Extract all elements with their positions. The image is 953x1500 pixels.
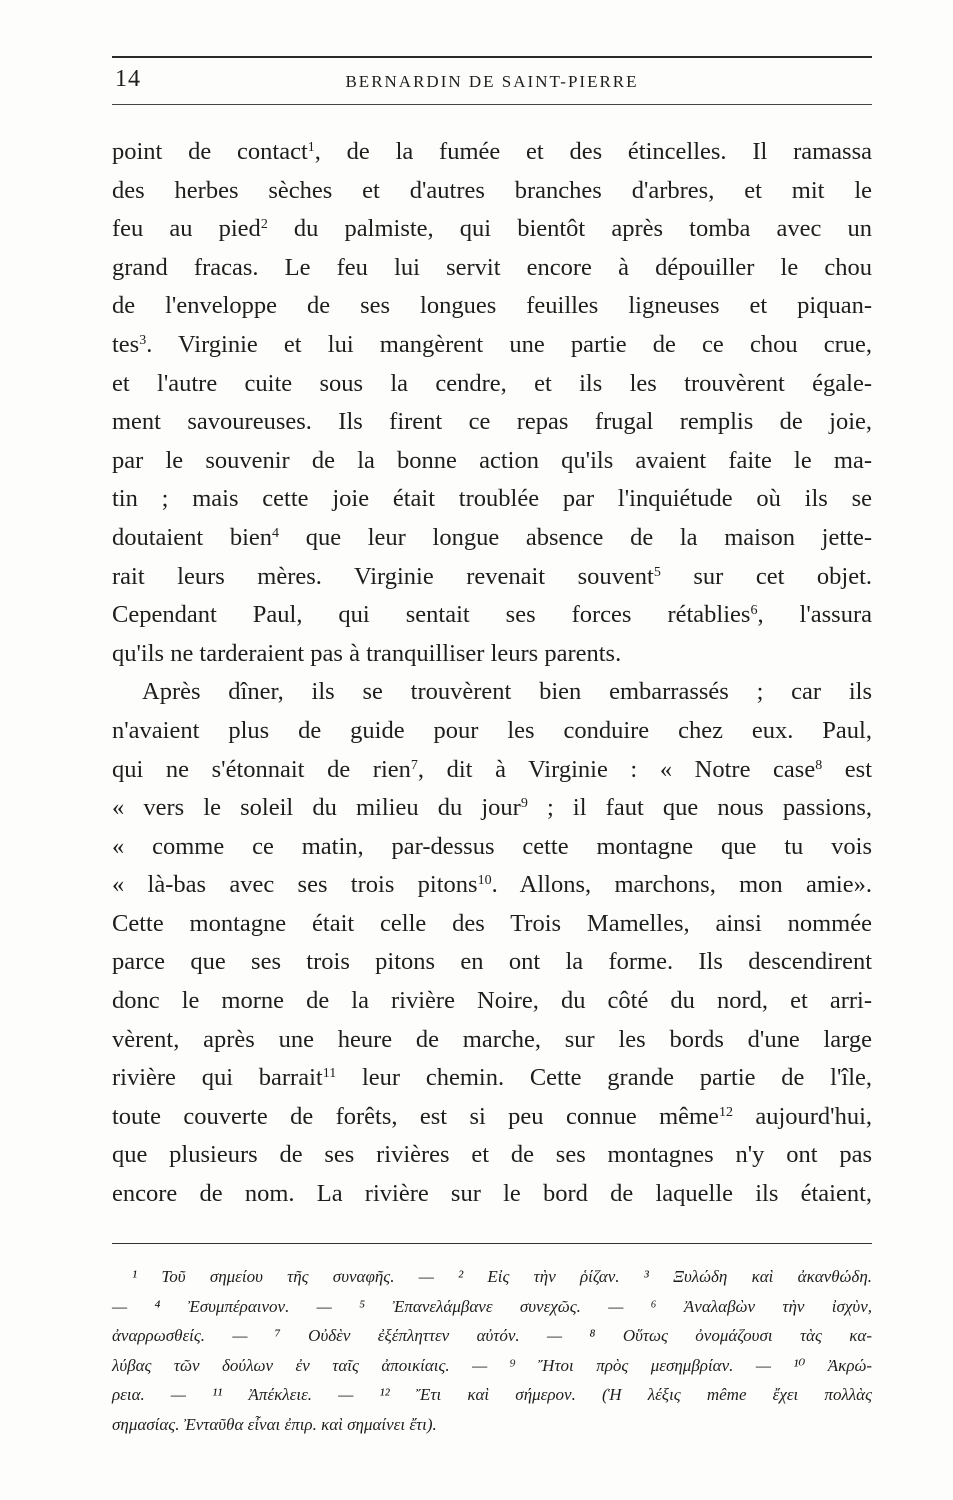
header-rule [112,104,872,105]
footnote-line: — ⁴ Ἐσυμπέραινον. — ⁵ Ἐπανελάμβανε συνεχῶς. — ⁶ Ἀναλαβὼν τὴν ἰσχὺν, [112,1296,872,1316]
text-line: n'avaient plus de guide pour les conduire chez eux. Paul, [112,716,872,744]
text-line: parce que ses trois pitons en ont la forme. Ils descendirent [112,948,872,976]
text-line: par le souvenir de la bonne action qu'ils avaient faite le ma- [112,446,872,474]
footnote-ref: 8 [815,757,823,773]
text-line: vèrent, après une heure de marche, sur les bords d'une large [112,1025,872,1053]
footnote-ref: 3 [139,332,147,348]
text-line: tin ; mais cette joie était troublée par l'inquiétude où ils se [112,485,872,513]
footnote-ref: 11 [322,1066,337,1082]
text-line: Après dîner, ils se trouvèrent bien embarrassés ; car ils [142,678,872,706]
footnote-line: ¹ Τοῦ σημείου τῆς συναφῆς. — ² Εἰς τὴν ῥίζαν. ³ Ξυλώδη καὶ ἀκανθώδη. [132,1267,872,1286]
text-line: qui ne s'étonnait de rien$^7$, dit à Virginie : « Notre case$^8$ est [112,755,873,783]
text-line: rait leurs mères. Virginie revenait souvent$^5$ sur cet objet. [112,562,873,590]
text-line: ment savoureuses. Ils firent ce repas frugal remplis de joie, [112,408,872,436]
footnote-ref: 4 [272,525,280,541]
text-line: « vers le soleil du milieu du jour$^9$ ; il faut que nous passions, [112,794,872,822]
footnote-ref: 5 [653,564,661,580]
main-text [112,133,872,1214]
footnote-rule [112,1243,872,1244]
top-rule [112,56,872,58]
text-line: rivière qui barrait$^{11}$ leur chemin. Cette grande partie de l'île, [112,1064,873,1092]
footnote-ref: 12 [718,1104,733,1120]
text-line: Cependant Paul, qui sentait ses forces rétablies$^6$, l'assura [112,601,872,629]
text-line: tes$^3$. Virginie et lui mangèrent une partie de ce chou crue, [112,330,872,358]
text-line: « là-bas avec ses trois pitons$^{10}$. Allons, marchons, mon amie». [112,871,872,899]
text-line: Cette montagne était celle des Trois Mamelles, ainsi nommée [112,909,872,937]
text-line: encore de nom. La rivière sur le bord de laquelle ils étaient, [112,1180,872,1208]
text-line: feu au pied$^2$ du palmiste, qui bientôt après tomba avec un [112,215,872,243]
footnote-line: ἀναρρωσθείς. — ⁷ Οὐδὲν ἐξέπληττεν αὐτόν. — ⁸ Οὕτως ὀνομάζουσι τὰς κα- [112,1326,872,1345]
footnotes [112,1262,872,1439]
footnote-line: ρεια. — ¹¹ Ἀπέκλειε. — ¹² Ἔτι καὶ σήμερον. (Ἡ λέξις même ἔχει πολλὰς [112,1385,872,1404]
footnote-ref: 2 [260,217,268,233]
footnote-line: λύβας τῶν δούλων ἐν ταῖς ἀποικίαις. — ⁹ Ἤτοι πρὸς μεσημβρίαν. — ¹⁰ Ἀκρώ- [112,1355,872,1375]
text-line: « comme ce matin, par-dessus cette montagne que tu vois [112,832,872,860]
page-number: 14 [115,66,141,92]
footnote-line: σημασίας. Ἐνταῦθα εἶναι ἐπιρ. καὶ σημαίνει ἔτι). [112,1414,437,1434]
running-title: BERNARDIN DE SAINT-PIERRE [345,72,639,91]
text-line: et l'autre cuite sous la cendre, et ils les trouvèrent égale- [112,369,872,397]
page-header [112,66,872,98]
footnote-ref: 1 [307,140,315,155]
text-line: doutaient bien$^4$ que leur longue absence de la maison jette- [112,523,872,551]
text-line: toute couverte de forêts, est si peu connue même$^{12}$ aujourd'hui, [112,1102,873,1130]
text-line: de l'enveloppe de ses longues feuilles ligneuses et piquan- [112,292,872,320]
text-line: point de contact$^1$, de la fumée et des étincelles. Il ramassa [112,138,872,165]
footnote-ref: 9 [520,796,528,812]
footnote-ref: 6 [750,603,758,619]
text-line: grand fracas. Le feu lui servit encore à dépouiller le chou [112,253,872,281]
text-line: des herbes sèches et d'autres branches d'arbres, et mit le [112,176,872,204]
footnote-ref: 7 [410,757,418,773]
text-line: donc le morne de la rivière Noire, du côté du nord, et arri- [112,987,872,1015]
footnote-ref: 10 [477,873,492,889]
text-line: que plusieurs de ses rivières et de ses montagnes n'y ont pas [112,1141,872,1169]
text-line: qu'ils ne tarderaient pas à tranquilliser leurs parents. [112,639,622,667]
